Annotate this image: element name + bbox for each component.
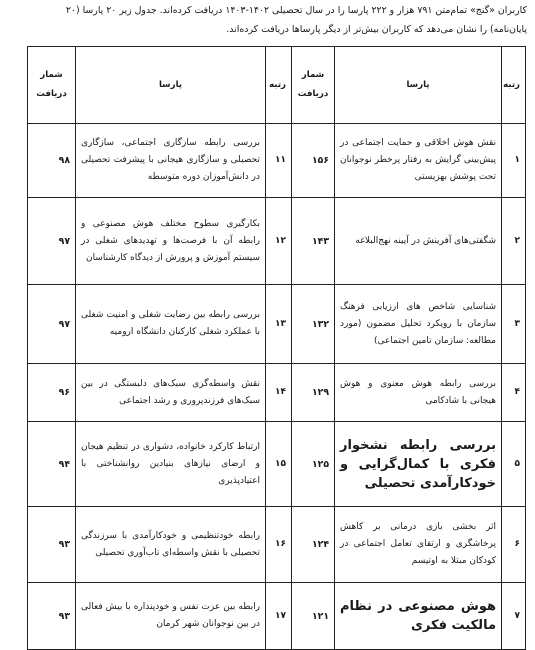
title-cell: نقش واسطه‌گری سبک‌های دلبستگی در بین سبک‌های فرزندپروری و رشد اجتماعی [76, 364, 266, 422]
title-cell: بکارگیری سطوح مختلف هوش مصنوعی و رابطه آن با فرصت‌ها و تهدیدهای شغلی در سیستم آموزش و پرورش از دیدگاه کارشناسان [76, 198, 266, 285]
table-row [28, 507, 526, 583]
header-parsa-b: پارسا [76, 47, 266, 124]
rank-cell: ۴ [502, 364, 526, 422]
count-cell: ۱۲۱ [292, 583, 335, 650]
title-cell: نقش هوش اخلاقی و حمایت اجتماعی در پیش‌بینی گرایش به رفتار پرخطر نوجوانان تحت پوشش بهزیستی [335, 124, 502, 198]
rank-cell: ۱۱ [266, 124, 292, 198]
count-cell: ۱۲۹ [292, 364, 335, 422]
header-count-a: شمار دریافت [292, 47, 335, 124]
count-cell: ۹۶ [28, 364, 76, 422]
count-cell: ۱۴۳ [292, 198, 335, 285]
rank-cell: ۲ [502, 198, 526, 285]
title-cell: ارتباط کارکرد خانواده، دشواری در تنظیم هیجان و ارضای نیازهای بنیادین روانشناختی با اعتیادپذیری [76, 422, 266, 507]
rank-cell: ۱۵ [266, 422, 292, 507]
rank-cell: ۵ [502, 422, 526, 507]
title-cell: بررسی رابطه سازگاری اجتماعی، سازگاری تحصیلی و سازگاری هیجانی با پیشرفت تحصیلی در دانش‌آموزان دوره متوسطه [76, 124, 266, 198]
table-row [28, 124, 526, 198]
table-row [28, 583, 526, 650]
title-cell: بررسی رابطه بین رضایت شغلی و امنیت شغلی با عملکرد شغلی کارکنان دانشگاه ارومیه [76, 285, 266, 364]
intro-line-1: کاربران «گنج» تمام‌متن ۷۹۱ هزار و ۲۲۲ پارسا را در سال تحصیلی ۱۴۰۲-۱۴۰۳ دریافت کرده‌اند. جدول زیر ۲۰ پارسا (۲۰ [65, 5, 527, 16]
count-cell: ۹۷ [28, 285, 76, 364]
rank-cell: ۱۶ [266, 507, 292, 583]
most-downloaded-table [27, 46, 526, 650]
title-cell: رابطه بین عزت نفس و خودپنداره با بیش فعالی در بین نوجوانان شهر کرمان [76, 583, 266, 650]
rank-cell: ۳ [502, 285, 526, 364]
title-cell: رابطه خودتنظیمی و خودکارآمدی با سرزندگی تحصیلی با نقش واسطه‌ای تاب‌آوری تحصیلی [76, 507, 266, 583]
title-cell: اثر بخشی بازی درمانی بر کاهش پرخاشگری و ارتقای تعامل اجتماعی در کودکان مبتلا به اوتیسم [335, 507, 502, 583]
title-cell: هوش مصنوعی در نظام مالکیت فکری [335, 583, 502, 650]
header-rank-a: رتبه [502, 47, 526, 124]
count-cell: ۹۳ [28, 583, 76, 650]
table-row [28, 198, 526, 285]
table-row [28, 285, 526, 364]
count-cell: ۹۸ [28, 124, 76, 198]
intro-paragraph [7, 1, 527, 39]
count-cell: ۱۳۲ [292, 285, 335, 364]
rank-cell: ۱۴ [266, 364, 292, 422]
table-row [28, 364, 526, 422]
title-cell: شگفتی‌های آفرینش در آیینه نهج‌البلاغه [335, 198, 502, 285]
title-cell: بررسی رابطه نشخوار فکری با کمال‌گرایی و خودکارآمدی تحصیلی [335, 422, 502, 507]
rank-cell: ۱۷ [266, 583, 292, 650]
header-count-b: شمار دریافت [28, 47, 76, 124]
count-cell: ۱۵۶ [292, 124, 335, 198]
count-cell: ۱۲۵ [292, 422, 335, 507]
header-rank-b: رتبه [266, 47, 292, 124]
count-cell: ۱۲۴ [292, 507, 335, 583]
count-cell: ۹۳ [28, 507, 76, 583]
intro-line-2: پایان‌نامه) را نشان می‌دهد که کاربران بیش‌تر از دیگر پارساها دریافت کرده‌اند. [226, 24, 527, 35]
table-row [28, 422, 526, 507]
header-parsa-a: پارسا [335, 47, 502, 124]
rank-cell: ۱۲ [266, 198, 292, 285]
title-cell: شناسایی شاخص های ارزیابی فرهنگ سازمان با رویکرد تحلیل مضمون (مورد مطالعه: سازمان تامین اجتماعی) [335, 285, 502, 364]
count-cell: ۹۷ [28, 198, 76, 285]
rank-cell: ۶ [502, 507, 526, 583]
rank-cell: ۱۳ [266, 285, 292, 364]
rank-cell: ۷ [502, 583, 526, 650]
title-cell: بررسی رابطه هوش معنوی و هوش هیجانی با شادکامی [335, 364, 502, 422]
table-header-row [28, 47, 526, 124]
rank-cell: ۱ [502, 124, 526, 198]
count-cell: ۹۴ [28, 422, 76, 507]
